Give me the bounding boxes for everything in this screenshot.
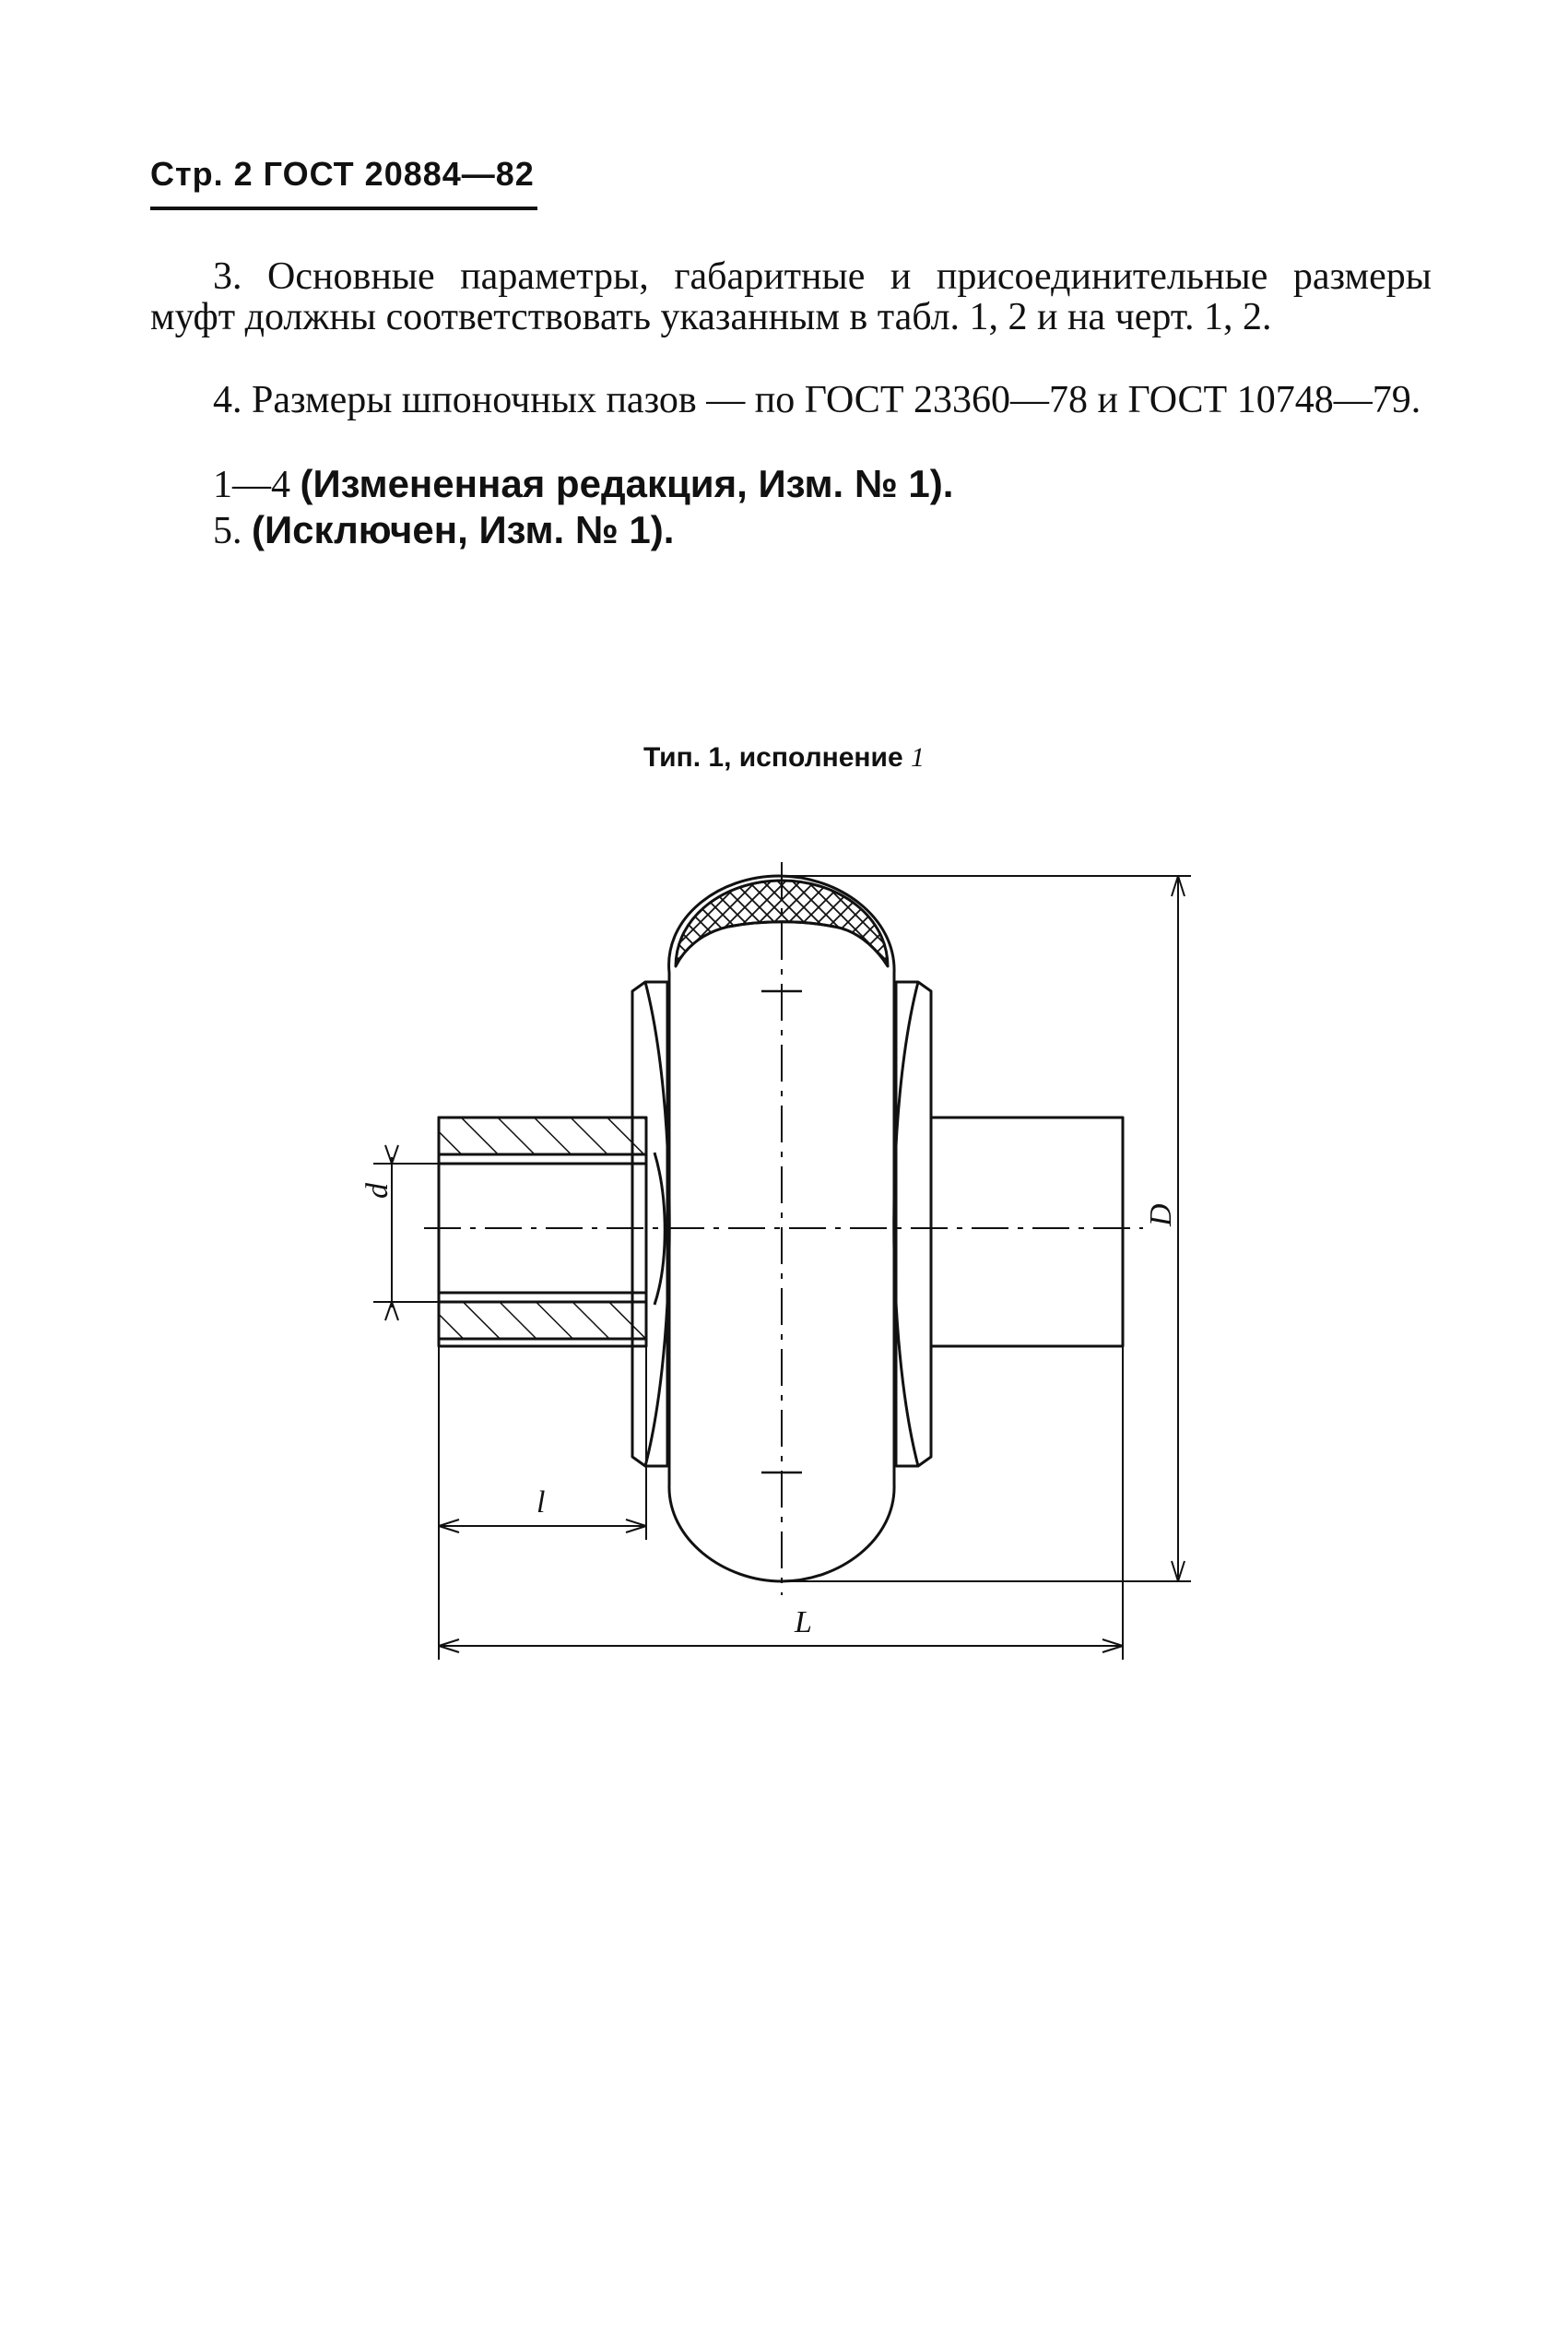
figure-caption-variant: 1 <box>911 742 925 773</box>
figure-caption-main: Тип. 1, исполнение <box>643 742 912 773</box>
left-flange <box>632 982 667 1466</box>
dimension-l-label: l <box>536 1485 546 1520</box>
dimension-D-label: D <box>1144 1203 1178 1226</box>
paragraph-1-4-prefix: 1—4 <box>213 464 301 506</box>
right-flange <box>896 982 931 1466</box>
left-hub <box>439 1118 646 1346</box>
page-header: Стр. 2 ГОСТ 20884—82 <box>150 155 535 193</box>
paragraph-4: 4. Размеры шпоночных пазов — по ГОСТ 23360—78 и ГОСТ 10748—79. <box>213 379 1421 421</box>
paragraph-3: 3. Основные параметры, габаритные и присоединительные размеры муфт должны соответствовать указанным в табл. 1, 2 и на черт. 1, 2. <box>150 255 1432 338</box>
paragraph-5-prefix: 5. <box>213 510 252 552</box>
right-hub <box>931 1118 1123 1346</box>
paragraph-1-4-note: (Измененная редакция, Изм. № 1). <box>300 462 954 505</box>
dimension-d-label: d <box>360 1183 395 1199</box>
dimension-L-label: L <box>795 1605 812 1639</box>
paragraph-5-note: (Исключен, Изм. № 1). <box>252 508 675 551</box>
